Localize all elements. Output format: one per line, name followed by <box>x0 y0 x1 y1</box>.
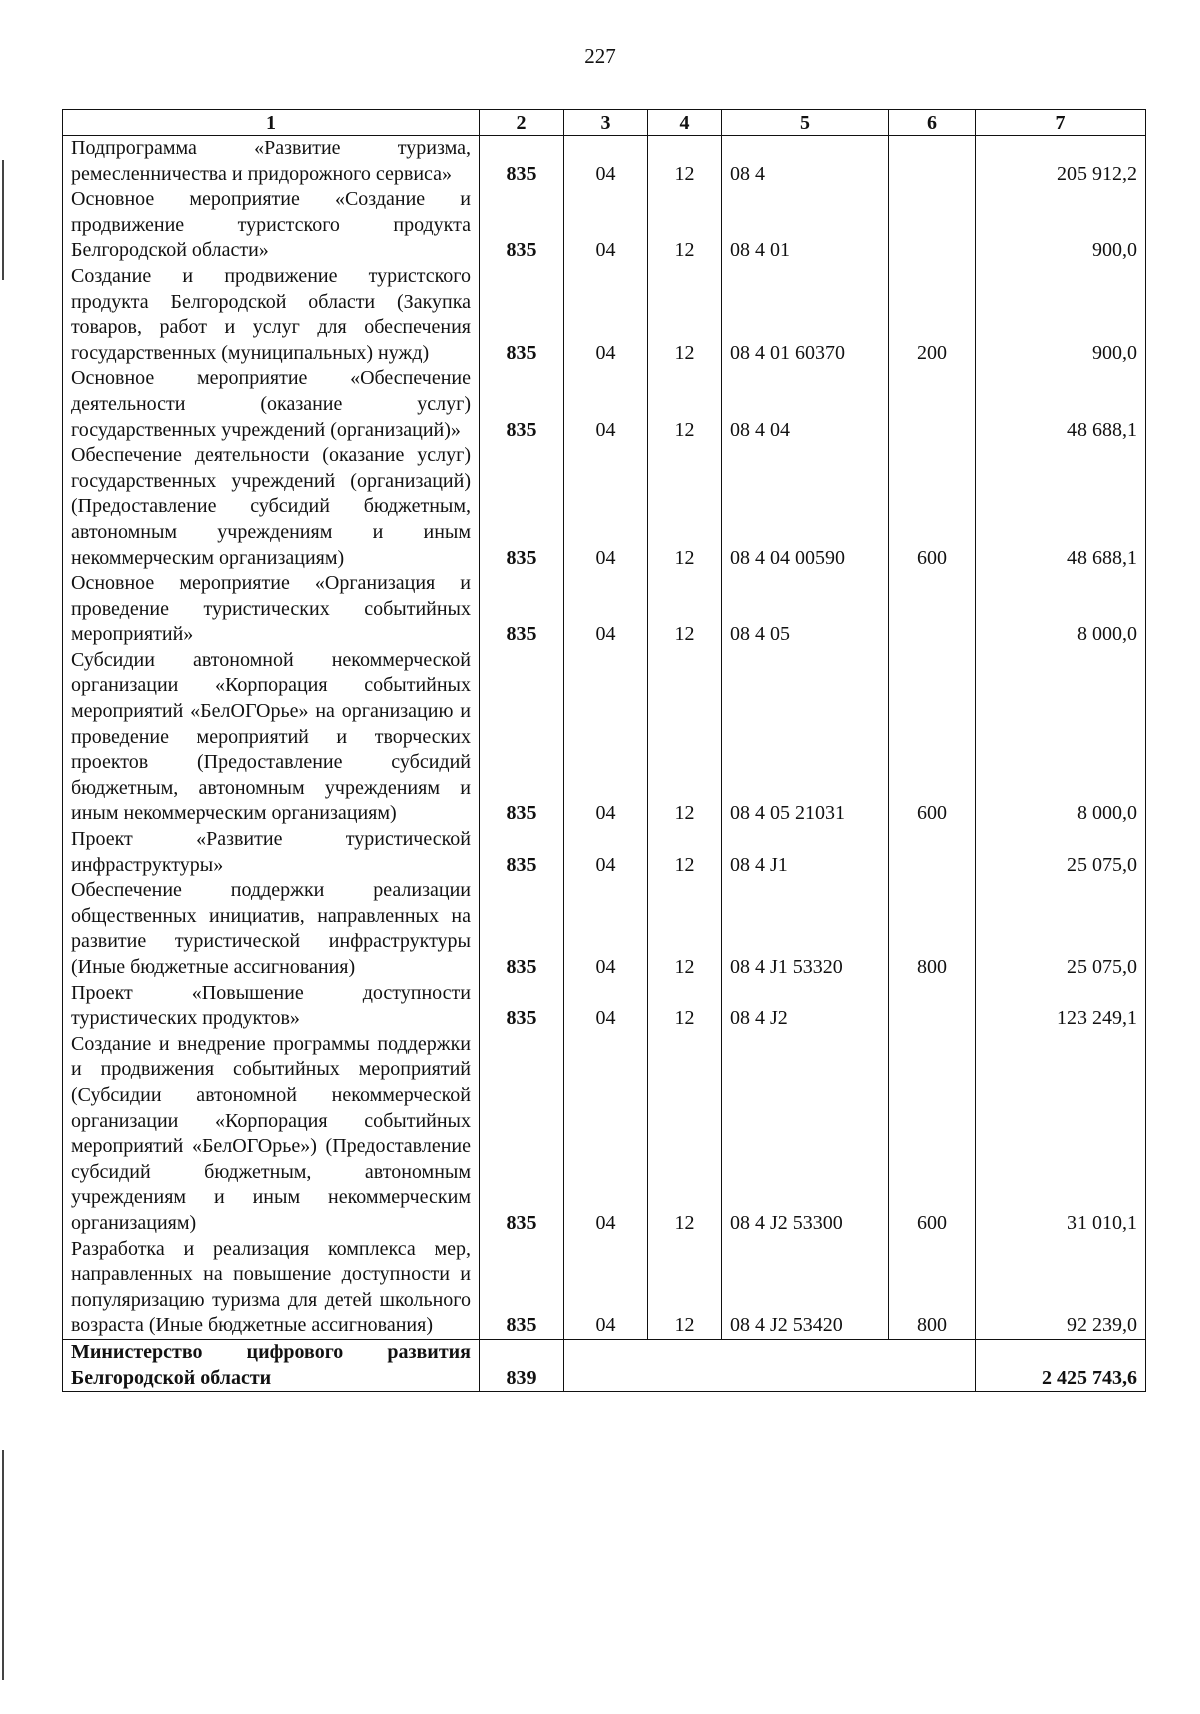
row-subsection: 12 <box>648 264 722 366</box>
header-row <box>63 110 1146 136</box>
row-subsection: 12 <box>648 136 722 188</box>
header-col-6: 6 <box>889 110 976 136</box>
table-row <box>63 187 1146 264</box>
row-section: 04 <box>564 443 648 571</box>
row-name: Субсидии автономной некоммерческой организации «Корпорация событийных мероприятий «БелОГОрье» на организацию и проведение мероприятий и творческих проектов (Предоставление субсидий бюджетным, автономным учреждениям и иным некоммерческим организациям) <box>63 648 480 827</box>
row-target-article: 08 4 <box>722 136 889 188</box>
header-col-3: 3 <box>564 110 648 136</box>
row-amount: 205 912,2 <box>976 136 1146 188</box>
row-target-article: 08 4 J2 <box>722 981 889 1032</box>
total-name: Министерство цифрового развития Белгородской области <box>63 1339 480 1391</box>
row-expense-type <box>889 981 976 1032</box>
row-target-article: 08 4 J2 53420 <box>722 1237 889 1340</box>
row-admin-code: 835 <box>480 878 564 980</box>
row-admin-code: 835 <box>480 1237 564 1340</box>
row-admin-code: 835 <box>480 443 564 571</box>
row-amount: 123 249,1 <box>976 981 1146 1032</box>
row-section: 04 <box>564 827 648 878</box>
row-amount: 25 075,0 <box>976 878 1146 980</box>
row-subsection: 12 <box>648 981 722 1032</box>
table-row <box>63 648 1146 827</box>
row-admin-code: 835 <box>480 264 564 366</box>
row-subsection: 12 <box>648 827 722 878</box>
header-col-2: 2 <box>480 110 564 136</box>
row-target-article: 08 4 01 <box>722 187 889 264</box>
row-admin-code: 835 <box>480 366 564 443</box>
row-section: 04 <box>564 1032 648 1237</box>
row-target-article: 08 4 04 <box>722 366 889 443</box>
row-section: 04 <box>564 136 648 188</box>
row-section: 04 <box>564 981 648 1032</box>
row-admin-code: 835 <box>480 827 564 878</box>
row-amount: 48 688,1 <box>976 443 1146 571</box>
table-row <box>63 264 1146 366</box>
row-amount: 31 010,1 <box>976 1032 1146 1237</box>
row-section: 04 <box>564 1237 648 1340</box>
scan-artifact-line <box>2 1450 4 1680</box>
row-target-article: 08 4 01 60370 <box>722 264 889 366</box>
row-target-article: 08 4 05 21031 <box>722 648 889 827</box>
row-section: 04 <box>564 648 648 827</box>
total-code: 839 <box>480 1339 564 1391</box>
row-expense-type <box>889 366 976 443</box>
row-section: 04 <box>564 878 648 980</box>
total-empty-cell <box>564 1339 976 1391</box>
row-expense-type: 800 <box>889 878 976 980</box>
table-row <box>63 1237 1146 1340</box>
row-admin-code: 835 <box>480 981 564 1032</box>
row-amount: 25 075,0 <box>976 827 1146 878</box>
row-subsection: 12 <box>648 187 722 264</box>
row-amount: 8 000,0 <box>976 571 1146 648</box>
table-row <box>63 571 1146 648</box>
row-name: Основное мероприятие «Организация и проведение туристических событийных мероприятий» <box>63 571 480 648</box>
row-amount: 92 239,0 <box>976 1237 1146 1340</box>
row-admin-code: 835 <box>480 187 564 264</box>
total-amount: 2 425 743,6 <box>976 1339 1146 1391</box>
table-body <box>63 136 1146 1392</box>
row-amount: 8 000,0 <box>976 648 1146 827</box>
row-section: 04 <box>564 366 648 443</box>
row-name: Подпрограмма «Развитие туризма, ремесленничества и придорожного сервиса» <box>63 136 480 188</box>
row-expense-type <box>889 571 976 648</box>
row-amount: 48 688,1 <box>976 366 1146 443</box>
table-row <box>63 1032 1146 1237</box>
table-row <box>63 366 1146 443</box>
header-col-1: 1 <box>63 110 480 136</box>
row-name: Создание и продвижение туристского продукта Белгородской области (Закупка товаров, работ и услуг для обеспечения государственных (муниципальных) нужд) <box>63 264 480 366</box>
row-name: Обеспечение деятельности (оказание услуг) государственных учреждений (организаций) (Предоставление субсидий бюджетным, автономным учреждениям и иным некоммерческим организациям) <box>63 443 480 571</box>
row-subsection: 12 <box>648 571 722 648</box>
table-row <box>63 878 1146 980</box>
row-name: Разработка и реализация комплекса мер, направленных на повышение доступности и популяризацию туризма для детей школьного возраста (Иные бюджетные ассигнования) <box>63 1237 480 1340</box>
table-row <box>63 443 1146 571</box>
row-expense-type: 200 <box>889 264 976 366</box>
row-section: 04 <box>564 187 648 264</box>
row-target-article: 08 4 J1 53320 <box>722 878 889 980</box>
row-subsection: 12 <box>648 443 722 571</box>
row-expense-type: 600 <box>889 648 976 827</box>
row-expense-type: 800 <box>889 1237 976 1340</box>
row-admin-code: 835 <box>480 571 564 648</box>
row-expense-type: 600 <box>889 443 976 571</box>
table-row <box>63 981 1146 1032</box>
row-target-article: 08 4 J1 <box>722 827 889 878</box>
row-name: Основное мероприятие «Обеспечение деятельности (оказание услуг) государственных учреждений (организаций)» <box>63 366 480 443</box>
row-amount: 900,0 <box>976 187 1146 264</box>
row-name: Основное мероприятие «Создание и продвижение туристского продукта Белгородской области» <box>63 187 480 264</box>
row-name: Проект «Развитие туристической инфраструктуры» <box>63 827 480 878</box>
row-name: Обеспечение поддержки реализации общественных инициатив, направленных на развитие туристической инфраструктуры (Иные бюджетные ассигнования) <box>63 878 480 980</box>
row-subsection: 12 <box>648 648 722 827</box>
budget-table <box>62 109 1146 1392</box>
table-row <box>63 136 1146 188</box>
header-col-7: 7 <box>976 110 1146 136</box>
row-subsection: 12 <box>648 878 722 980</box>
row-subsection: 12 <box>648 1237 722 1340</box>
row-expense-type <box>889 827 976 878</box>
row-admin-code: 835 <box>480 136 564 188</box>
row-admin-code: 835 <box>480 648 564 827</box>
total-row <box>63 1339 1146 1391</box>
row-name: Проект «Повышение доступности туристических продуктов» <box>63 981 480 1032</box>
header-col-5: 5 <box>722 110 889 136</box>
scan-artifact-line <box>2 160 4 280</box>
row-subsection: 12 <box>648 366 722 443</box>
row-target-article: 08 4 05 <box>722 571 889 648</box>
page-number: 227 <box>584 44 616 68</box>
row-section: 04 <box>564 264 648 366</box>
header-col-4: 4 <box>648 110 722 136</box>
row-subsection: 12 <box>648 1032 722 1237</box>
row-expense-type <box>889 187 976 264</box>
row-name: Создание и внедрение программы поддержки и продвижения событийных мероприятий (Субсидии автономной некоммерческой организации «Корпорация событийных мероприятий «БелОГОрье») (Предоставление субсидий бюджетным, автономным учреждениям и иным некоммерческим организациям) <box>63 1032 480 1237</box>
row-expense-type <box>889 136 976 188</box>
row-section: 04 <box>564 571 648 648</box>
row-target-article: 08 4 04 00590 <box>722 443 889 571</box>
row-amount: 900,0 <box>976 264 1146 366</box>
row-expense-type: 600 <box>889 1032 976 1237</box>
table-row <box>63 827 1146 878</box>
row-admin-code: 835 <box>480 1032 564 1237</box>
row-target-article: 08 4 J2 53300 <box>722 1032 889 1237</box>
